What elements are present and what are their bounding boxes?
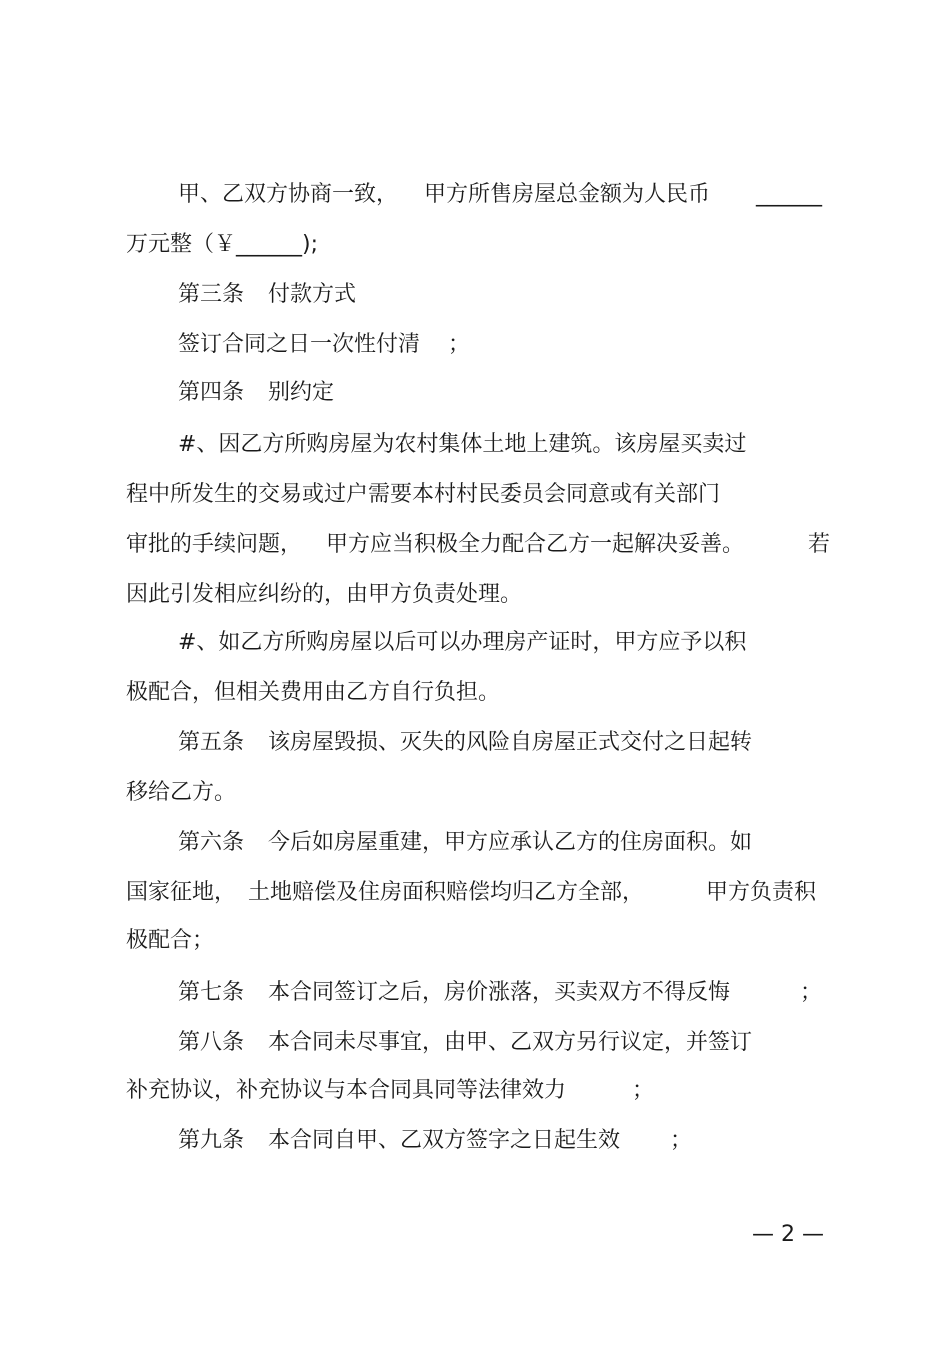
article-number: 第九条	[178, 1128, 245, 1153]
text-segment: 极配合；	[126, 928, 215, 953]
text-segment: 极配合，但相关费用由乙方自行负担。	[126, 680, 501, 705]
text-segment: 今后如房屋重建，甲方应承认乙方的住房面积。如	[268, 830, 753, 855]
text-segment: 因此引发相应纠纷的，由甲方负责处理。	[126, 582, 523, 607]
text-segment: 该房屋毁损、灭失的风险自房屋正式交付之日起转	[268, 730, 753, 755]
text-segment: 甲、乙双方协商一致，	[178, 182, 399, 207]
text-segment: 甲方所售房屋总金额为人民币	[424, 182, 711, 207]
text-segment: ；	[632, 1078, 655, 1103]
text-segment: 甲方应当积极全力配合乙方一起解决妥善。	[326, 532, 745, 557]
article-title: 别约定	[268, 380, 335, 405]
text-segment: 本合同自甲、乙双方签字之日起生效	[268, 1128, 621, 1153]
article-number: 第三条	[178, 282, 245, 307]
text-segment: 万元整（￥______);	[126, 232, 318, 257]
article-title: 付款方式	[268, 282, 357, 307]
text-segment: 本合同签订之后，房价涨落，买卖双方不得反悔	[268, 980, 731, 1005]
text-segment: #、如乙方所购房屋以后可以办理房产证时，甲方应予以积	[178, 630, 747, 655]
text-segment: 签订合同之日一次性付清	[178, 332, 421, 357]
text-segment: 土地赔偿及住房面积赔偿均归乙方全部，	[248, 880, 645, 905]
article-number: 第六条	[178, 830, 245, 855]
text-segment: 本合同未尽事宜，由甲、乙双方另行议定，并签订	[268, 1030, 753, 1055]
article-number: 第七条	[178, 980, 245, 1005]
text-segment: 程中所发生的交易或过户需要本村村民委员会同意或有关部门	[126, 482, 721, 507]
page-number: — 2 —	[752, 1222, 824, 1247]
text-segment: ；	[448, 332, 471, 357]
text-segment: 甲方负责积	[706, 880, 817, 905]
blank-field: ______	[756, 182, 822, 207]
article-number: 第八条	[178, 1030, 245, 1055]
article-number: 第四条	[178, 380, 245, 405]
text-segment: ；	[670, 1128, 693, 1153]
text-segment: 国家征地，	[126, 880, 237, 905]
text-segment: 补充协议，补充协议与本合同具同等法律效力	[126, 1078, 567, 1103]
text-segment: 审批的手续问题，	[126, 532, 303, 557]
article-number: 第五条	[178, 730, 245, 755]
text-segment: ；	[800, 980, 823, 1005]
text-segment: #、因乙方所购房屋为农村集体土地上建筑。该房屋买卖过	[178, 432, 747, 457]
text-segment: 移给乙方。	[126, 780, 237, 805]
text-segment: 若	[808, 532, 831, 557]
